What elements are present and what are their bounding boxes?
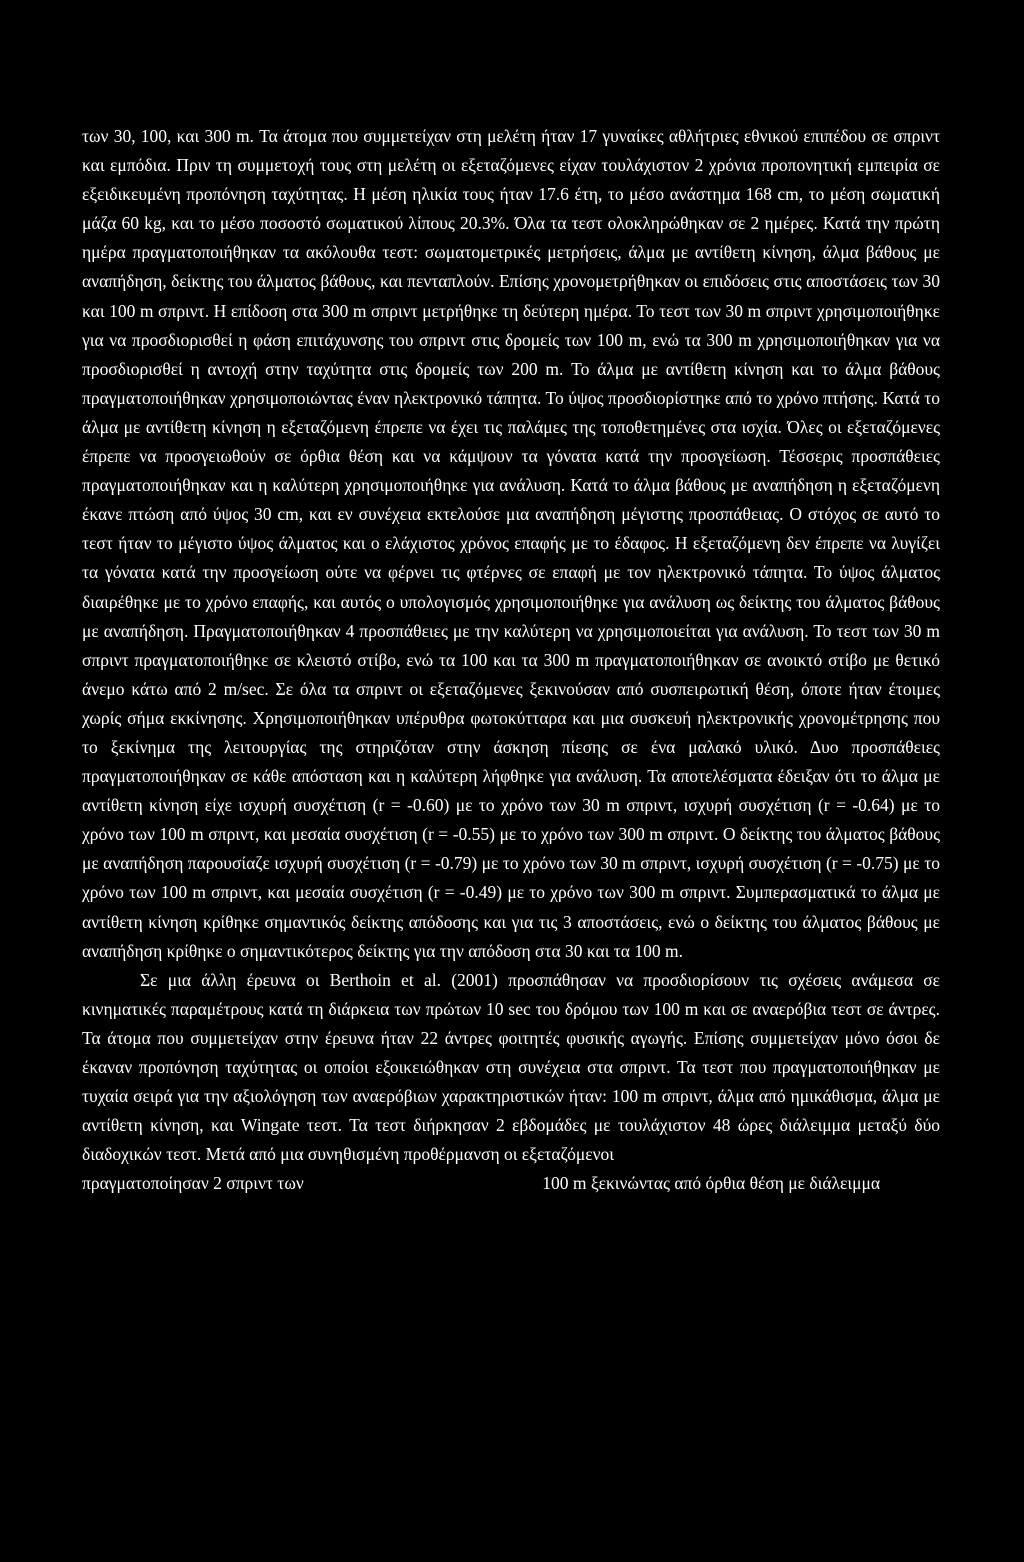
document-page: [82, 122, 940, 1198]
paragraph-body-1: των 30, 100, και 300 m. Τα άτομα που συμμετείχαν στη μελέτη ήταν 17 γυναίκες αθλήτριες εθνικού επιπέδου σε σπριντ και εμπόδια. Πριν τη συμμετοχή τους στη μελέτη οι εξεταζόμενες είχαν τουλάχιστον 2 χρόνια προπονητική εμπειρία σε εξειδικευμένη προπόνηση ταχύτητας. Η μέση ηλικία τους ήταν 17.6 έτη, το μέσο ανάστημα 168 cm, το μέση σωματική μάζα 60 kg, και το μέσο ποσοστό σωματικού λίπους 20.3%. Όλα τα τεστ ολοκληρώθηκαν σε 2 ημέρες. Κατά την πρώτη ημέρα πραγματοποιήθηκαν τα ακόλουθα τεστ: σωματομετρικές μετρήσεις, άλμα με αντίθετη κίνηση, άλμα βάθους με αναπήδηση, δείκτης του άλματος βάθους, και πενταπλούν. Επίσης χρονομετρήθηκαν οι επιδόσεις στις αποστάσεις των 30 και 100 m σπριντ. Η επίδοση στα 300 m σπριντ μετρήθηκε τη δεύτερη ημέρα. Το τεστ των 30 m σπριντ χρησιμοποιήθηκε για να προσδιορισθεί η φάση επιτάχυνσης του σπριντ στις δρομείς των 100 m, ενώ τα 300 m χρησιμοποιήθηκαν για να προσδιορισθεί η αντοχή στην ταχύτητα στις δρομείς των 200 m. Το άλμα με αντίθετη κίνηση και το άλμα βάθους πραγματοποιήθηκαν χρησιμοποιώντας έναν ηλεκτρονικό τάπητα. Το ύψος προσδιορίστηκε από το χρόνο πτήσης. Κατά το άλμα με αντίθετη κίνηση η εξεταζόμενη έπρεπε να έχει τις παλάμες της τοποθετημένες στα ισχία. Όλες οι εξεταζόμενες έπρεπε να προσγειωθούν σε όρθια θέση και να κάμψουν τα γόνατα κατά την προσγείωση. Τέσσερις προσπάθειες πραγματοποιήθηκαν και η καλύτερη χρησιμοποιήθηκε για ανάλυση. Κατά το άλμα βάθους με αναπήδηση η εξεταζόμενη έκανε πτώση από ύψος 30 cm, και εν συνέχεια εκτελούσε μια αναπήδηση μέγιστης προσπάθειας. Ο στόχος σε αυτό το τεστ ήταν το μέγιστο ύψος άλματος και ο ελάχιστος χρόνος επαφής με το έδαφος. Η εξεταζόμενη δεν έπρεπε να λυγίζει τα γόνατα κατά την προσγείωση ούτε να φέρνει τις φτέρνες σε επαφή με τον ηλεκτρονικό τάπητα. Το ύψος άλματος διαιρέθηκε με το χρόνο επαφής, και αυτός ο υπολογισμός χρησιμοποιήθηκε για ανάλυση ως δείκτης του άλματος βάθους με αναπήδηση. Πραγματοποιήθηκαν 4 προσπάθειες με την καλύτερη να χρησιμοποιείται για ανάλυση. Το τεστ των 30 m σπριντ πραγματοποιήθηκε σε κλειστό στίβο, ενώ τα 100 και τα 300 m πραγματοποιήθηκαν σε ανοικτό στίβο με θετικό άνεμο κάτω από 2 m/sec. Σε όλα τα σπριντ οι εξεταζόμενες ξεκινούσαν από συσπειρωτική θέση, όποτε ήταν έτοιμες χωρίς σήμα εκκίνησης. Χρησιμοποιήθηκαν υπέρυθρα φωτοκύτταρα και μια συσκευή ηλεκτρονικής χρονομέτρησης που το ξεκίνημα της λειτουργίας της στηριζόταν στην άσκηση πίεσης σε ένα μαλακό υλικό. Δυο προσπάθειες πραγματοποιήθηκαν σε κάθε απόσταση και η καλύτερη λήφθηκε για ανάλυση. Τα αποτελέσματα έδειξαν ότι το άλμα με αντίθετη κίνηση είχε ισχυρή συσχέτιση (r = -0.60) με το χρόνο των 30 m σπριντ, ισχυρή συσχέτιση (r = -0.64) με το χρόνο των 100 m σπριντ, και μεσαία συσχέτιση (r = -0.55) με το χρόνο των 300 m σπριντ. Ο δείκτης του άλματος βάθους με αναπήδηση παρουσίαζε ισχυρή συσχέτιση (r = -0.79) με το χρόνο των 30 m σπριντ, ισχυρή συσχέτιση (r = -0.75) με το χρόνο των 100 m σπριντ, και μεσαία συσχέτιση (r = -0.49) με το χρόνο των 300 m σπριντ. Συμπερασματικά το άλμα με αντίθετη κίνηση κρίθηκε σημαντικός δείκτης απόδοσης και για τις 3 αποστάσεις, ενώ ο δείκτης του άλματος βάθους με αναπήδηση κρίθηκε ο σημαντικότερος δείκτης για την απόδοση στα 30 και τα 100 m.: [82, 126, 940, 961]
final-line-right: 100 m ξεκινώντας από όρθια θέση με διάλειμμα: [542, 1173, 880, 1194]
final-line: [82, 1169, 880, 1198]
final-line-left: πραγματοποίησαν 2 σπριντ των: [82, 1173, 304, 1194]
paragraph-body-2: Σε μια άλλη έρευνα οι Berthoin et al. (2001) προσπάθησαν να προσδιορίσουν τις σχέσεις ανάμεσα σε κινηματικές παραμέτρους κατά τη διάρκεια των πρώτων 10 sec του δρόμου των 100 m και σε αναερόβια τεστ σε άντρες. Τα άτομα που συμμετείχαν στην έρευνα ήταν 22 άντρες φοιτητές φυσικής αγωγής. Επίσης συμμετείχαν μόνο όσοι δε έκαναν προπόνηση ταχύτητας οι οποίοι εξοικειώθηκαν στη συνέχεια στα σπριντ. Τα τεστ που πραγματοποιήθηκαν με τυχαία σειρά για την αξιολόγηση των αναερόβιων χαρακτηριστικών ήταν: 100 m σπριντ, άλμα από ημικάθισμα, άλμα με αντίθετη κίνηση, και Wingate τεστ. Τα τεστ διήρκησαν 2 εβδομάδες με τουλάχιστον 48 ώρες διάλειμμα μεταξύ δύο διαδοχικών τεστ. Μετά από μια συνηθισμένη προθέρμανση οι εξεταζόμενοι: [82, 969, 940, 1165]
